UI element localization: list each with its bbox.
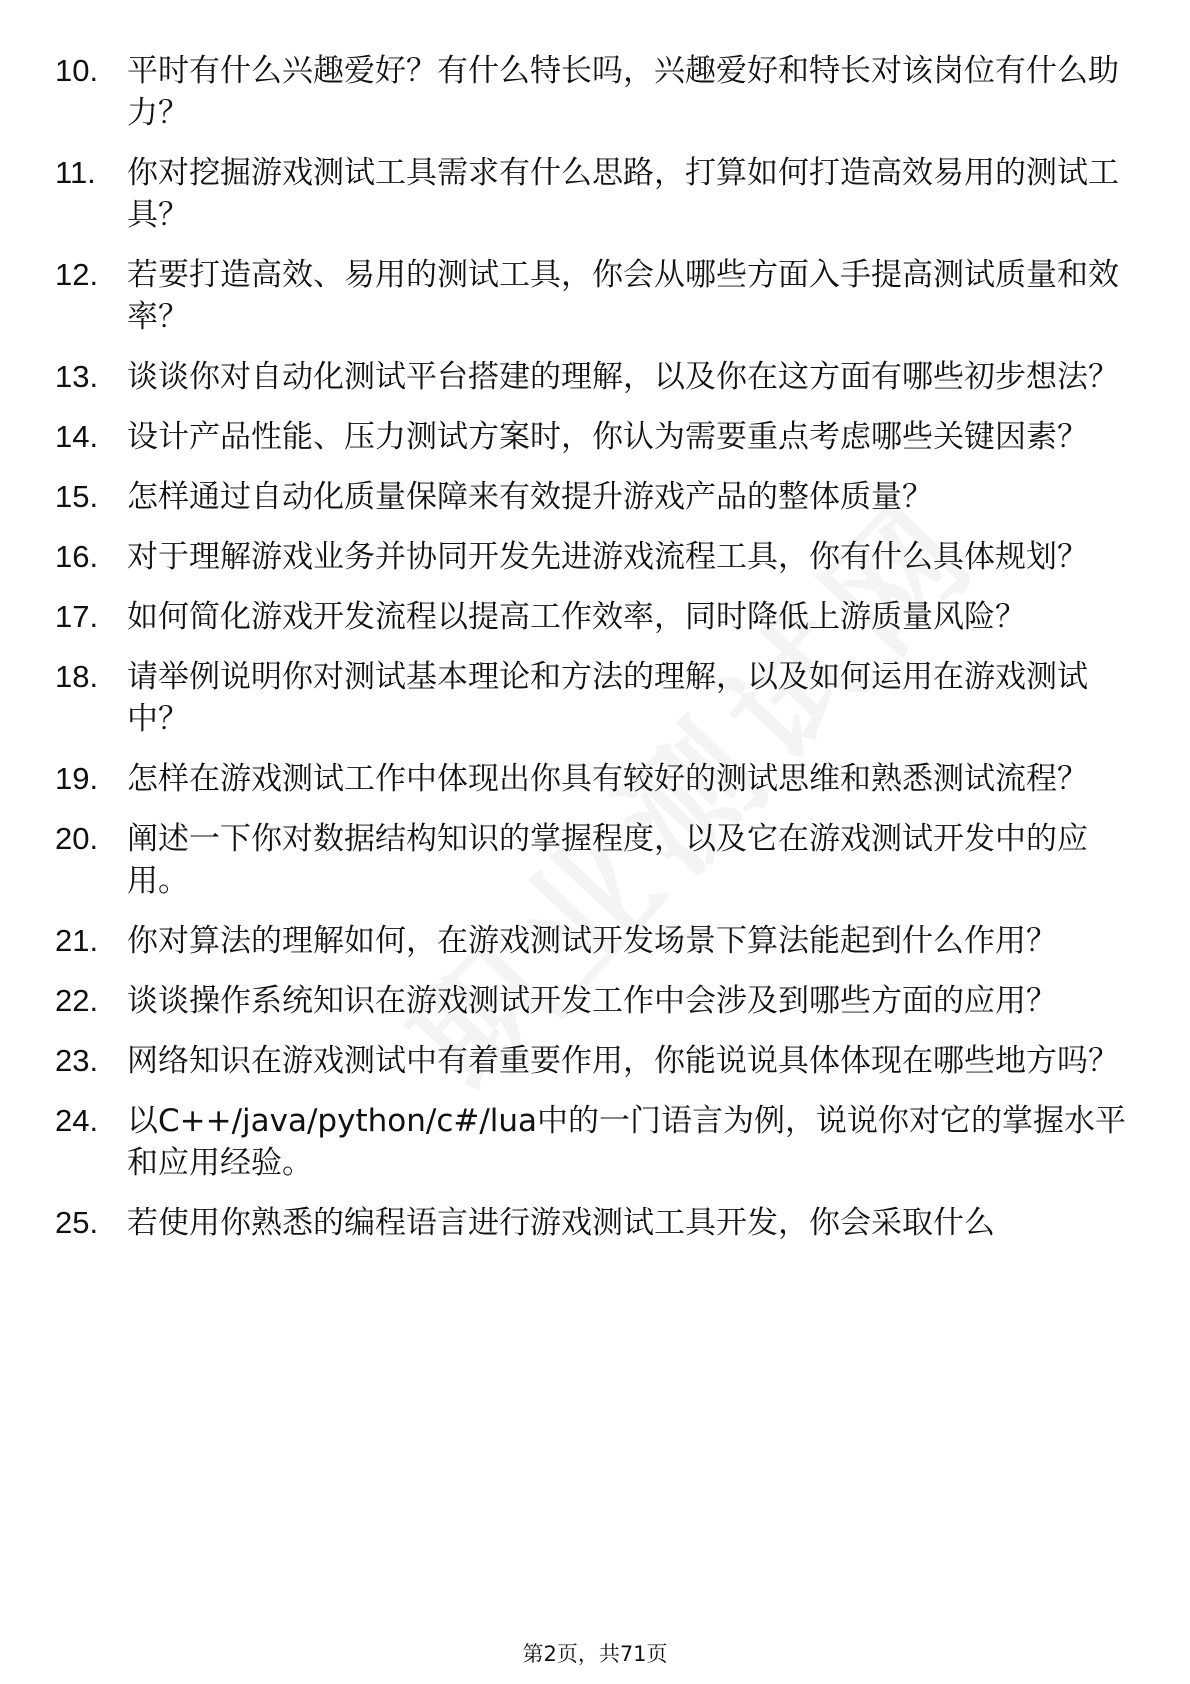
question-item (0, 50, 1190, 134)
question-number: 20. (55, 821, 99, 856)
question-number: 24. (55, 1103, 99, 1138)
question-text: 你对挖掘游戏测试工具需求有什么思路，打算如何打造高效易用的测试工具？ (127, 155, 1119, 233)
page-footer (0, 1640, 1190, 1668)
question-number: 22. (55, 983, 99, 1018)
question-text: 怎样通过自动化质量保障来有效提升游戏产品的整体质量？ (127, 479, 933, 515)
question-item (0, 476, 1190, 518)
question-item (0, 254, 1190, 338)
question-text: 请举例说明你对测试基本理论和方法的理解，以及如何运用在游戏测试中？ (127, 659, 1088, 737)
question-text: 以C++/java/python/c#/lua中的一门语言为例，说说你对它的掌握水平和应用经验。 (127, 1103, 1127, 1181)
question-text: 谈谈你对自动化测试平台搭建的理解，以及你在这方面有哪些初步想法？ (127, 359, 1119, 395)
question-number: 25. (55, 1205, 99, 1240)
page-number-label: 第2页，共71页 (522, 1642, 668, 1666)
question-text: 你对算法的理解如何，在游戏测试开发场景下算法能起到什么作用？ (127, 923, 1057, 959)
question-number: 13. (55, 359, 99, 394)
question-number: 17. (55, 599, 99, 634)
question-text: 设计产品性能、压力测试方案时，你认为需要重点考虑哪些关键因素？ (127, 419, 1088, 455)
question-text: 对于理解游戏业务并协同开发先进游戏流程工具，你有什么具体规划？ (127, 539, 1088, 575)
question-number: 10. (55, 53, 99, 88)
question-text: 阐述一下你对数据结构知识的掌握程度，以及它在游戏测试开发中的应用。 (127, 821, 1088, 899)
question-item (0, 1040, 1190, 1082)
question-item (0, 758, 1190, 800)
question-item (0, 920, 1190, 962)
question-item (0, 416, 1190, 458)
question-list (0, 50, 1190, 1262)
question-number: 12. (55, 257, 99, 292)
question-number: 11. (55, 155, 96, 190)
question-number: 18. (55, 659, 99, 694)
question-item (0, 596, 1190, 638)
question-text: 谈谈操作系统知识在游戏测试开发工作中会涉及到哪些方面的应用？ (127, 983, 1057, 1019)
question-text: 网络知识在游戏测试中有着重要作用，你能说说具体体现在哪些地方吗？ (127, 1043, 1119, 1079)
question-item (0, 152, 1190, 236)
question-item (0, 356, 1190, 398)
question-number: 15. (55, 479, 99, 514)
question-item (0, 818, 1190, 902)
question-number: 21. (55, 923, 99, 958)
question-number: 19. (55, 761, 99, 796)
question-text: 若使用你熟悉的编程语言进行游戏测试工具开发，你会采取什么 (127, 1205, 995, 1241)
question-item (0, 1202, 1190, 1244)
question-number: 23. (55, 1043, 99, 1078)
question-number: 16. (55, 539, 99, 574)
question-item (0, 536, 1190, 578)
question-item (0, 1100, 1190, 1184)
question-item (0, 656, 1190, 740)
question-number: 14. (55, 419, 99, 454)
question-text: 若要打造高效、易用的测试工具，你会从哪些方面入手提高测试质量和效率？ (127, 257, 1119, 335)
question-text: 怎样在游戏测试工作中体现出你具有较好的测试思维和熟悉测试流程？ (127, 761, 1088, 797)
question-item (0, 980, 1190, 1022)
question-text: 如何简化游戏开发流程以提高工作效率，同时降低上游质量风险？ (127, 599, 1026, 635)
question-text: 平时有什么兴趣爱好？有什么特长吗，兴趣爱好和特长对该岗位有什么助力？ (127, 53, 1119, 131)
